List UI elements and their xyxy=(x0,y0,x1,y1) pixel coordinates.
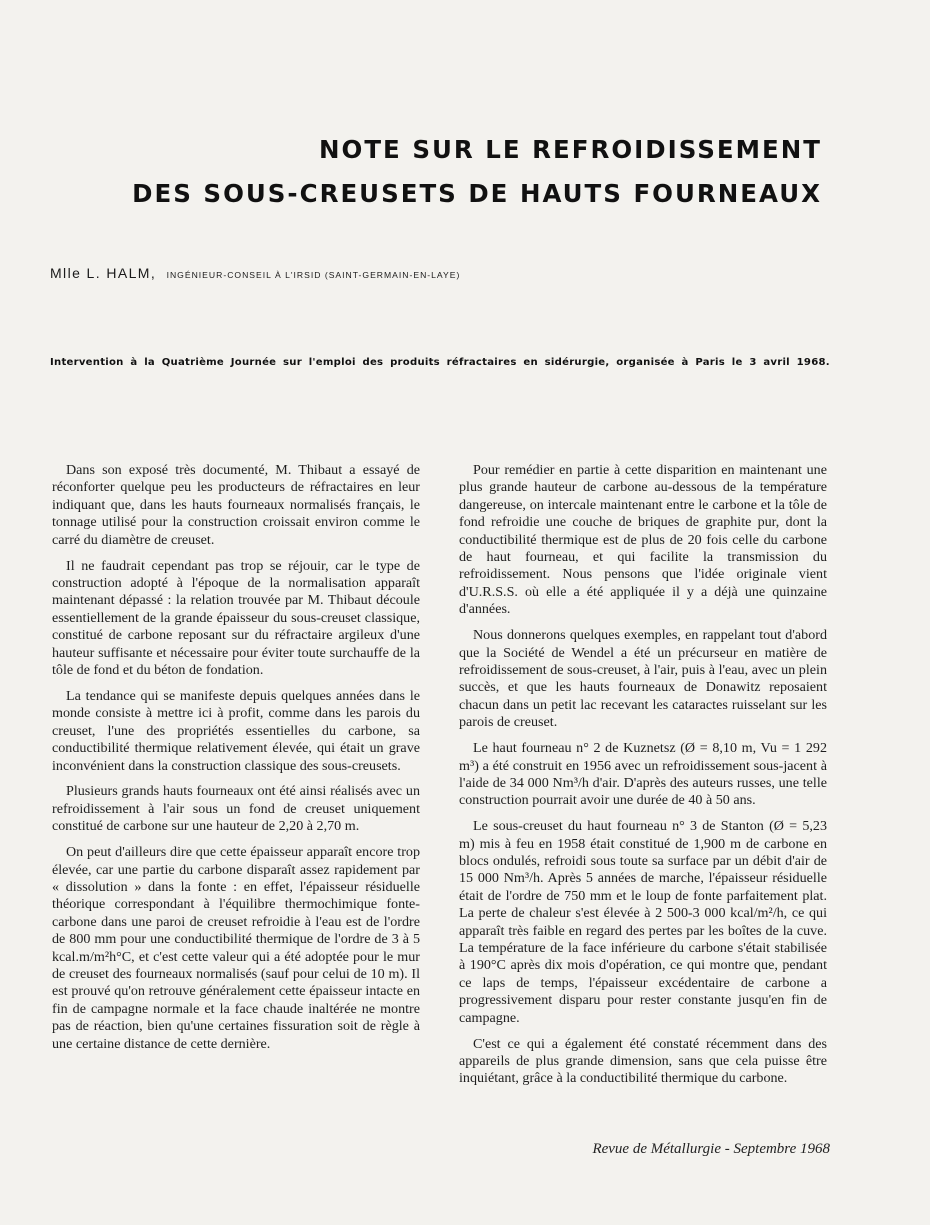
paragraph: C'est ce qui a également été constaté récemment dans des appareils de plus grande dimension, sans que cela puisse être inquiétant, grâce à la conductibilité thermique du carbone. xyxy=(459,1035,827,1087)
paragraph: Il ne faudrait cependant pas trop se réjouir, car le type de construction adopté à l'époque de la normalisation apparaît maintenant dépassé : la relation trouvée par M. Thibaut découle essentiellement de la grande épaisseur du sous-creuset classique, constitué de carbone reposant sur du réfractaire argileux d'une hauteur suffisante et nécessaire pour éviter toute surchauffe de la tôle de fond et du béton de fondation. xyxy=(52,557,420,678)
paragraph: La tendance qui se manifeste depuis quelques années dans le monde consiste à mettre ici à profit, comme dans les parois du creuset, l'une des propriétés essentielles du carbone, sa conductibilité thermique relativement élevée, qui était un grave inconvénient dans la construction classique des sous-creusets. xyxy=(52,687,420,774)
author-line xyxy=(50,265,460,283)
paragraph: On peut d'ailleurs dire que cette épaisseur apparaît encore trop élevée, car une partie du carbone disparaît assez rapidement par « dissolution » dans la fonte : en effet, l'épaisseur résiduelle théorique correspondant à l'équilibre thermochimique fonte-carbone dans une paroi de creuset refroidie à l'eau est de l'ordre de 800 mm pour une conductibilité thermique de l'ordre de 3 à 5 kcal.m/m²h°C, et c'est cette valeur qui a été adoptée pour le mur de creuset des fourneaux normalisés (sauf pour celui de 10 m). Il est prouvé qu'on retrouve généralement cette épaisseur intacte en fin de campagne normale et la face chaude inaltérée ne montre pas de réaction, bien qu'une certaines fissuration soit de règle à une certaine distance de cette dernière. xyxy=(52,844,420,1052)
author-name: Mlle L. HALM, xyxy=(50,265,157,281)
paragraph: Nous donnerons quelques exemples, en rappelant tout d'abord que la Société de Wendel a été un précurseur en matière de refroidissement de sous-creuset, à l'air, puis à l'eau, avec un plein succès, et que les hauts fourneaux de Donawitz reposaient chacun dans un petit lac recevant les cataractes ruisselant sur les parois de creuset. xyxy=(459,627,827,731)
paragraph: Le haut fourneau n° 2 de Kuznetsz (Ø = 8,10 m, Vu = 1 292 m³) a été construit en 1956 avec un refroidissement sous-jacent à l'aide de 34 000 Nm³/h d'air. D'après des auteurs russes, une telle construction pourrait avoir une durée de 40 à 50 ans. xyxy=(459,740,827,809)
right-column xyxy=(459,462,827,1096)
journal-footer: Revue de Métallurgie - Septembre 1968 xyxy=(592,1141,830,1157)
article-title xyxy=(132,128,822,216)
paragraph: Plusieurs grands hauts fourneaux ont été ainsi réalisés avec un refroidissement à l'air sous un fond de creuset uniquement constitué de carbone sur une hauteur de 2,20 à 2,70 m. xyxy=(52,783,420,835)
paragraph: Le sous-creuset du haut fourneau n° 3 de Stanton (Ø = 5,23 m) mis à feu en 1958 était constitué de 1,900 m de carbone en blocs ondulés, refroidi sous toute sa surface par un débit d'air de 15 000 Nm³/h. Après 5 années de marche, l'épaisseur résiduelle était de l'ordre de 750 mm et le loup de fonte parfaitement plat. La perte de chaleur s'est élevée à 2 500-3 000 kcal/m²/h, ce qui apparaît très faible en regard des pertes par les boîtes de la cuve. La température de la face inférieure du carbone s'était stabilisée à 190°C après dix mois d'opération, ce qui montre que, pendant ce laps de temps, l'épaisseur excédentaire de carbone a progressivement disparu pour rester constante jusqu'en fin de campagne. xyxy=(459,818,827,1026)
paragraph: Pour remédier en partie à cette disparition en maintenant une plus grande hauteur de carbone au-dessous de la température dangereuse, on intercale maintenant entre le carbone et la tôle de fond refroidie une couche de briques de graphite pur, dont la conductibilité thermique est de plus de 20 fois celle du carbone de haut fourneau, et qui facilite la transmission du refroidissement. Nous pensons que l'idée originale vient d'U.R.S.S. où elle a été appliquée il y a déjà une quinzaine d'années. xyxy=(459,462,827,618)
left-column xyxy=(52,462,420,1062)
title-line-1: NOTE SUR LE REFROIDISSEMENT xyxy=(319,135,822,164)
intervention-note: Intervention à la Quatrième Journée sur l'emploi des produits réfractaires en sidérurgie, organisée à Paris le 3 avril 1968. xyxy=(50,357,830,368)
paragraph: Dans son exposé très documenté, M. Thibaut a essayé de réconforter quelque peu les producteurs de réfractaires en leur indiquant que, dans les hauts fourneaux normalisés français, le tonnage utilisé pour la construction croissait environ comme le carré du diamètre de creuset. xyxy=(52,462,420,548)
author-affiliation: INGÉNIEUR-CONSEIL À L'IRSID (SAINT-GERMAIN-EN-LAYE) xyxy=(166,270,461,280)
title-line-2: DES SOUS-CREUSETS DE HAUTS FOURNEAUX xyxy=(132,179,822,208)
